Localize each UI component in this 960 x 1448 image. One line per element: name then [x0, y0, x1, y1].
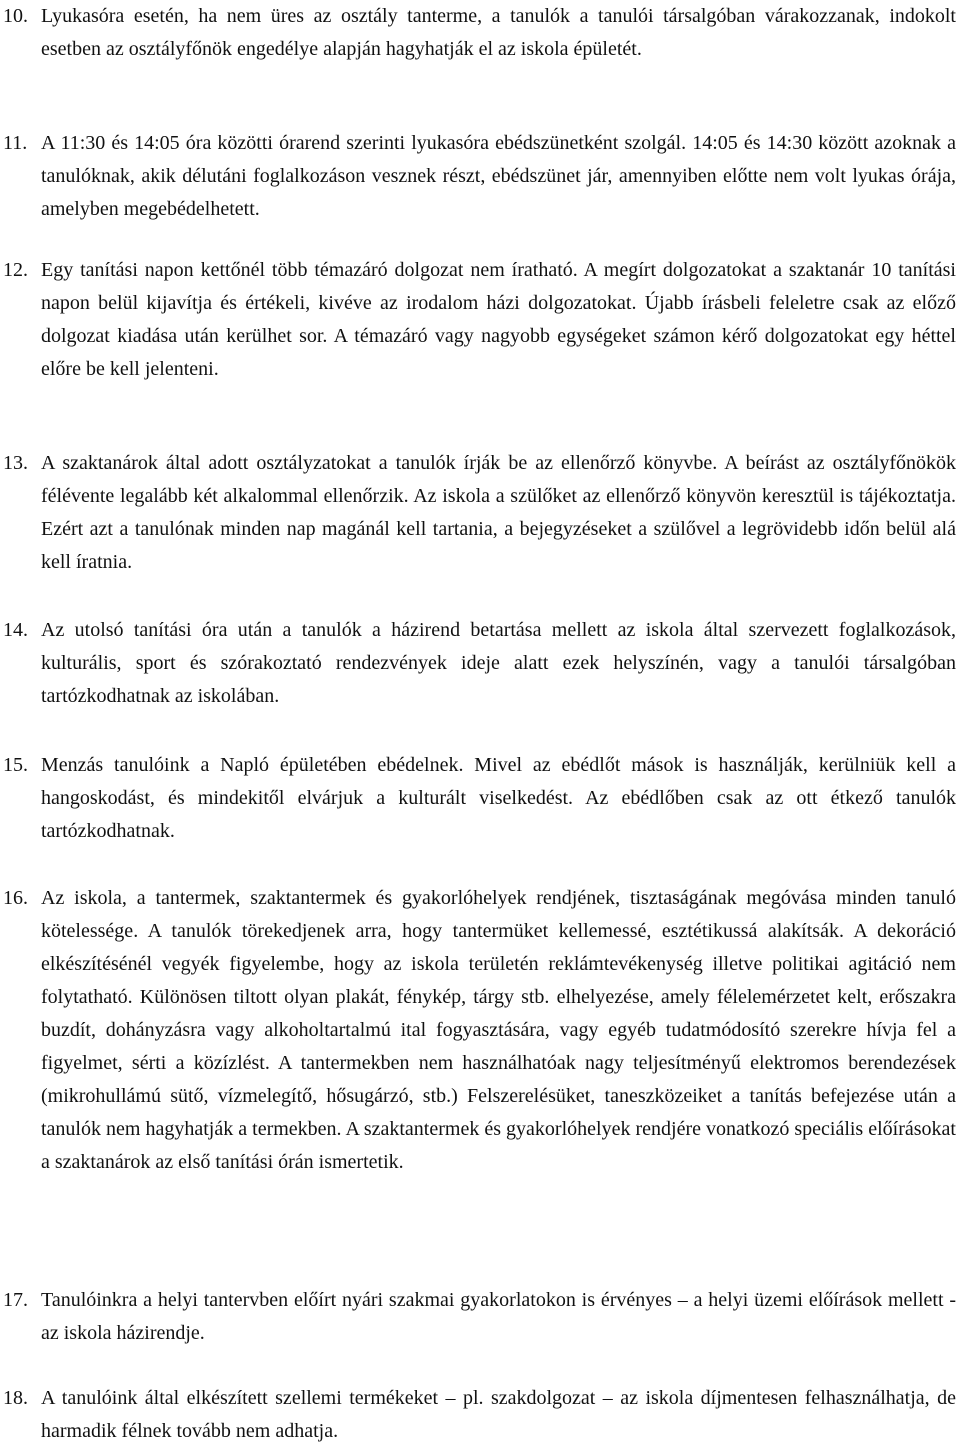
rule-item-15: [0, 749, 956, 848]
rule-item-13: [0, 447, 956, 579]
rule-text: A 11:30 és 14:05 óra közötti órarend szerinti lyukasóra ebédszünetként szolgál. 14:05 és 14:30 között azoknak a tanulóknak, akik délutáni foglalkozáson vesznek részt, ebédszünet jár, amennyiben előtte nem volt lyukas órája, amelyben megebédelhetett.: [41, 132, 956, 220]
rule-item-17: [0, 1284, 956, 1350]
rule-item-12: [0, 254, 956, 386]
rule-text: Lyukasóra esetén, ha nem üres az osztály tanterme, a tanulók a tanulói társalgóban várakozzanak, indokolt esetben az osztályfőnök engedélye alapján hagyhatják el az iskola épületét.: [41, 5, 956, 60]
rule-number: 12.: [3, 259, 28, 281]
rule-number: 15.: [3, 754, 28, 776]
rule-item-16: [0, 882, 956, 1179]
rule-number: 16.: [3, 887, 28, 909]
rule-text: Egy tanítási napon kettőnél több témazáró dolgozat nem íratható. A megírt dolgozatokat a szaktanár 10 tanítási napon belül kijavítja és értékeli, kivéve az irodalom házi dolgozatokat. Újabb írásbeli feleletre csak az előző dolgozat kiadása után kerülhet sor. A témazáró vagy nagyobb egységeket számon kérő dolgozatokat egy héttel előre be kell jelenteni.: [41, 259, 956, 380]
rule-item-18: [0, 1382, 956, 1448]
rule-number: 10.: [3, 5, 28, 27]
rule-number: 17.: [3, 1289, 28, 1311]
rule-text: Az utolsó tanítási óra után a tanulók a házirend betartása mellett az iskola által szervezett foglalkozások, kulturális, sport és szórakoztató rendezvények ideje alatt ezek helyszínén, vagy a tanulói társalgóban tartózkodhatnak az iskolában.: [41, 619, 956, 707]
rule-item-11: [0, 127, 956, 226]
rule-number: 11.: [3, 132, 28, 154]
rule-text: Az iskola, a tantermek, szaktantermek és gyakorlóhelyek rendjének, tisztaságának megóvása minden tanuló kötelessége. A tanulók törekedjenek arra, hogy tantermüket kellemessé, esztétikussá alakítsák. A dekoráció elkészítésénél vegyék figyelembe, hogy az iskola területén reklámtevékenység illetve politikai agitáció nem folytatható. Különösen tiltott olyan plakát, fénykép, tárgy stb. elhelyezése, amely félelemérzetet kelt, erőszakra buzdít, dohányzásra vagy alkoholtartalmú ital fogyasztására, vagy egyéb tudatmódosító szerekre hívja fel a figyelmet, sérti a közízlést. A tantermekben nem használhatóak nagy teljesítményű elektromos berendezések (mikrohullámú sütő, vízmelegítő, hősugárzó, stb.) Felszerelésüket, taneszközeiket a tanítás befejezése után a tanulók nem hagyhatják a termekben. A szaktantermek és gyakorlóhelyek rendjére vonatkozó speciális előírásokat a szaktanárok az első tanítási órán ismertetik.: [41, 887, 956, 1173]
rule-text: Tanulóinkra a helyi tantervben előírt nyári szakmai gyakorlatokon is érvényes – a helyi üzemi előírások mellett - az iskola házirendje.: [41, 1289, 956, 1344]
rule-item-14: [0, 614, 956, 713]
rule-text: A szaktanárok által adott osztályzatokat a tanulók írják be az ellenőrző könyvbe. A beírást az osztályfőnökök félévente legalább két alkalommal ellenőrzik. Az iskola a szülőket az ellenőrző könyvön keresztül is tájékoztatja. Ezért azt a tanulónak minden nap magánál kell tartania, a bejegyzéseket a szülővel a legrövidebb időn belül alá kell íratnia.: [41, 452, 956, 573]
rule-number: 13.: [3, 452, 28, 474]
rule-text: A tanulóink által elkészített szellemi termékeket – pl. szakdolgozat – az iskola díjmentesen felhasználhatja, de harmadik félnek tovább nem adhatja.: [41, 1387, 956, 1442]
rule-text: Menzás tanulóink a Napló épületében ebédelnek. Mivel az ebédlőt mások is használják, kerülniük kell a hangoskodást, és mindekitől elvárjuk a kulturált viselkedést. Az ebédlőben csak az ott étkező tanulók tartózkodhatnak.: [41, 754, 956, 842]
rule-number: 14.: [3, 619, 28, 641]
rule-item-10: [0, 0, 956, 66]
rule-number: 18.: [3, 1387, 28, 1409]
